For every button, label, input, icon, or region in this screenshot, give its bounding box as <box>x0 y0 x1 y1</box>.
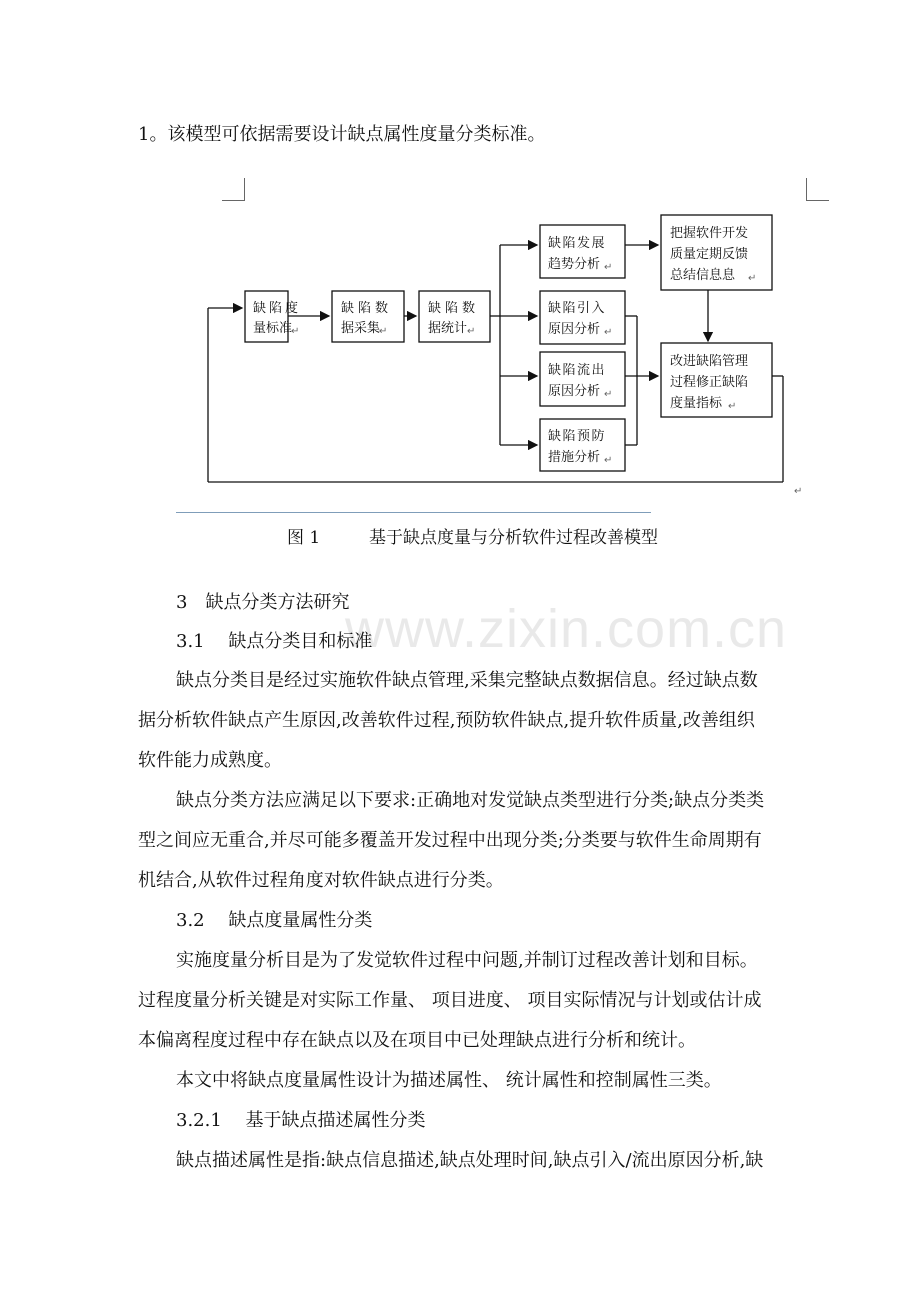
box-b8-line2: 质量定期反馈 <box>670 247 749 262</box>
paragraph-mark: ↵ <box>379 326 388 337</box>
para-3-line-3: 本偏离程度过程中存在缺点以及在项目中已处理缺点进行分析和统计。 <box>138 1030 696 1051</box>
box-b4-line2: 趋势分析 <box>548 257 601 272</box>
box-b9-line3: 度量指标 <box>670 396 723 411</box>
para-2-line-3: 机结合,从软件过程角度对软件缺点进行分类。 <box>138 870 504 891</box>
box-b5-line2: 原因分析 <box>548 322 601 337</box>
heading-3: 3 缺点分类方法研究 <box>176 592 350 613</box>
box-b5-line1: 缺陷引入 <box>548 301 607 316</box>
paragraph-mark: ↵ <box>291 326 300 337</box>
box-b6-line2: 原因分析 <box>548 384 601 399</box>
para-1-line-2: 据分析软件缺点产生原因,改善软件过程,预防软件缺点,提升软件质量,改善组织 <box>138 710 755 731</box>
watermark: www.zixin.com.cn <box>345 599 788 659</box>
paragraph-mark: ↵ <box>748 273 757 284</box>
paragraph-mark: ↵ <box>728 401 737 412</box>
box-b9-line2: 过程修正缺陷 <box>670 375 749 390</box>
box-b8-line3: 总结信息息 <box>670 268 736 283</box>
para-1-line-3: 软件能力成熟度。 <box>138 750 282 771</box>
para-2-line-1: 缺点分类方法应满足以下要求:正确地对发觉缺点类型进行分类;缺点分类类 <box>176 790 765 811</box>
box-b7-line1: 缺陷预防 <box>548 429 607 444</box>
paragraph-mark: ↵ <box>604 327 613 338</box>
paragraph-mark: ↵ <box>467 326 476 337</box>
intro-line: 1。该模型可依据需要设计缺点属性度量分类标准。 <box>138 124 546 145</box>
heading-3-2-1: 3.2.1 基于缺点描述属性分类 <box>176 1110 426 1131</box>
paragraph-mark: ↵ <box>604 262 613 273</box>
heading-3-1: 3.1 缺点分类目和标准 <box>176 631 373 652</box>
para-1-line-1: 缺点分类目是经过实施软件缺点管理,采集完整缺点数据信息。经过缺点数 <box>176 670 758 691</box>
box-b1-line1: 缺陷度 <box>253 301 302 316</box>
para-3-line-2: 过程度量分析关键是对实际工作量、 项目进度、 项目实际情况与计划或估计成 <box>138 990 762 1011</box>
box-b1-line2: 量标准 <box>253 321 293 336</box>
paragraph-mark: ↵ <box>604 389 613 400</box>
para-3-line-1: 实施度量分析目是为了发觉软件过程中问题,并制订过程改善计划和目标。 <box>176 950 758 971</box>
box-b3-line2: 据统计 <box>428 321 468 336</box>
box-b7-line2: 措施分析 <box>548 450 601 465</box>
caption-rule <box>176 512 651 513</box>
para-2-line-2: 型之间应无重合,并尽可能多覆盖开发过程中出现分类;分类要与软件生命周期有 <box>138 830 762 851</box>
paragraph-mark: ↵ <box>794 486 803 497</box>
para-5-line-1: 缺点描述属性是指:缺点信息描述,缺点处理时间,缺点引入/流出原因分析,缺 <box>176 1150 764 1171</box>
figure-caption <box>287 523 658 548</box>
box-b2-line2: 据采集 <box>341 321 381 336</box>
box-b4-line1: 缺陷发展 <box>548 236 607 251</box>
box-b6-line1: 缺陷流出 <box>548 363 607 378</box>
figure-caption-text: 基于缺点度量与分析软件过程改善模型 <box>369 528 659 548</box>
para-4-line-1: 本文中将缺点度量属性设计为描述属性、 统计属性和控制属性三类。 <box>176 1070 722 1091</box>
figure-caption-label: 图 1 <box>287 528 321 548</box>
box-b9-line1: 改进缺陷管理 <box>670 354 749 369</box>
box-b8-line1: 把握软件开发 <box>670 226 749 241</box>
flow-diagram <box>0 0 920 510</box>
box-b2-line1: 缺陷数 <box>341 301 393 316</box>
heading-3-2: 3.2 缺点度量属性分类 <box>176 910 373 931</box>
paragraph-mark: ↵ <box>604 455 613 466</box>
box-b3-line1: 缺陷数 <box>428 301 480 316</box>
